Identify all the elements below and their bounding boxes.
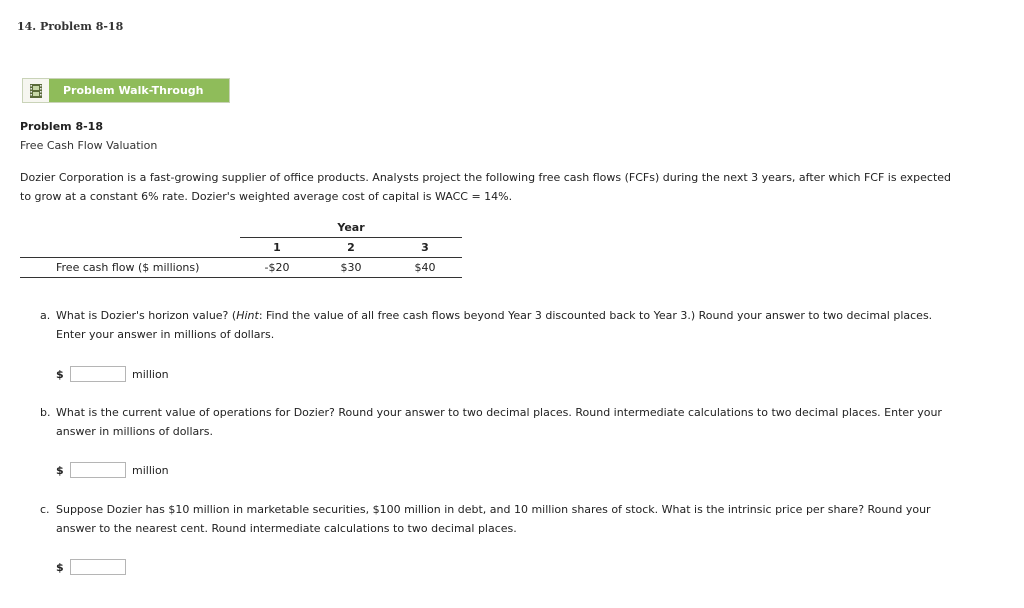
walkthrough-label: Problem Walk-Through xyxy=(49,79,229,102)
problem-walkthrough-button[interactable] xyxy=(22,78,230,103)
question-b xyxy=(40,403,970,441)
fcf-value-1: -$20 xyxy=(240,258,314,278)
problem-subtitle: Free Cash Flow Valuation xyxy=(20,139,158,152)
question-a-text-pre: What is Dozier's horizon value? ( xyxy=(56,309,237,322)
answer-c xyxy=(56,558,132,576)
question-a-hint: Hint xyxy=(236,309,259,322)
question-c xyxy=(40,500,970,538)
answer-b-unit: million xyxy=(132,463,169,477)
question-a-line2: Enter your answer in millions of dollars. xyxy=(56,328,275,341)
fcf-value-3: $40 xyxy=(388,258,462,278)
question-a-letter: a. xyxy=(40,309,51,322)
answer-a-currency: $ xyxy=(56,367,64,381)
intro-line-1: Dozier Corporation is a fast-growing supplier of office products. Analysts project the following free cash flows (FCFs) during the next 3 years, after which FCF is expected xyxy=(20,171,952,184)
year-2: 2 xyxy=(314,238,388,258)
problem-title: Problem 8-18 xyxy=(20,120,103,133)
fcf-table xyxy=(20,218,462,278)
problem-intro xyxy=(20,168,980,206)
question-c-letter: c. xyxy=(40,503,50,516)
question-a-text-post: : Find the value of all free cash flows beyond Year 3 discounted back to Year 3.) Round your answer to two decimal places. xyxy=(258,309,933,322)
answer-a xyxy=(56,365,169,383)
problem-header: 14. Problem 8-18 xyxy=(17,20,124,33)
year-3: 3 xyxy=(388,238,462,258)
film-icon xyxy=(23,79,49,102)
year-header: Year xyxy=(240,218,462,238)
question-c-line2: answer to the nearest cent. Round intermediate calculations to two decimal places. xyxy=(56,522,517,535)
question-c-text: Suppose Dozier has $10 million in marketable securities, $100 million in debt, and 10 million shares of stock. What is the intrinsic price per share? Round your xyxy=(56,503,931,516)
question-b-line2: answer in millions of dollars. xyxy=(56,425,214,438)
year-1: 1 xyxy=(240,238,314,258)
question-b-letter: b. xyxy=(40,406,51,419)
answer-c-input[interactable] xyxy=(70,559,126,575)
question-a xyxy=(40,306,970,344)
answer-a-unit: million xyxy=(132,367,169,381)
answer-b xyxy=(56,461,169,479)
answer-c-currency: $ xyxy=(56,560,64,574)
fcf-value-2: $30 xyxy=(314,258,388,278)
fcf-row-label: Free cash flow ($ millions) xyxy=(20,258,240,278)
answer-b-input[interactable] xyxy=(70,462,126,478)
question-b-text: What is the current value of operations for Dozier? Round your answer to two decimal places. Round intermediate calculations to two decimal places. Enter your xyxy=(56,406,942,419)
intro-line-2: to grow at a constant 6% rate. Dozier's weighted average cost of capital is WACC = 14%. xyxy=(20,190,513,203)
answer-a-input[interactable] xyxy=(70,366,126,382)
answer-b-currency: $ xyxy=(56,463,64,477)
